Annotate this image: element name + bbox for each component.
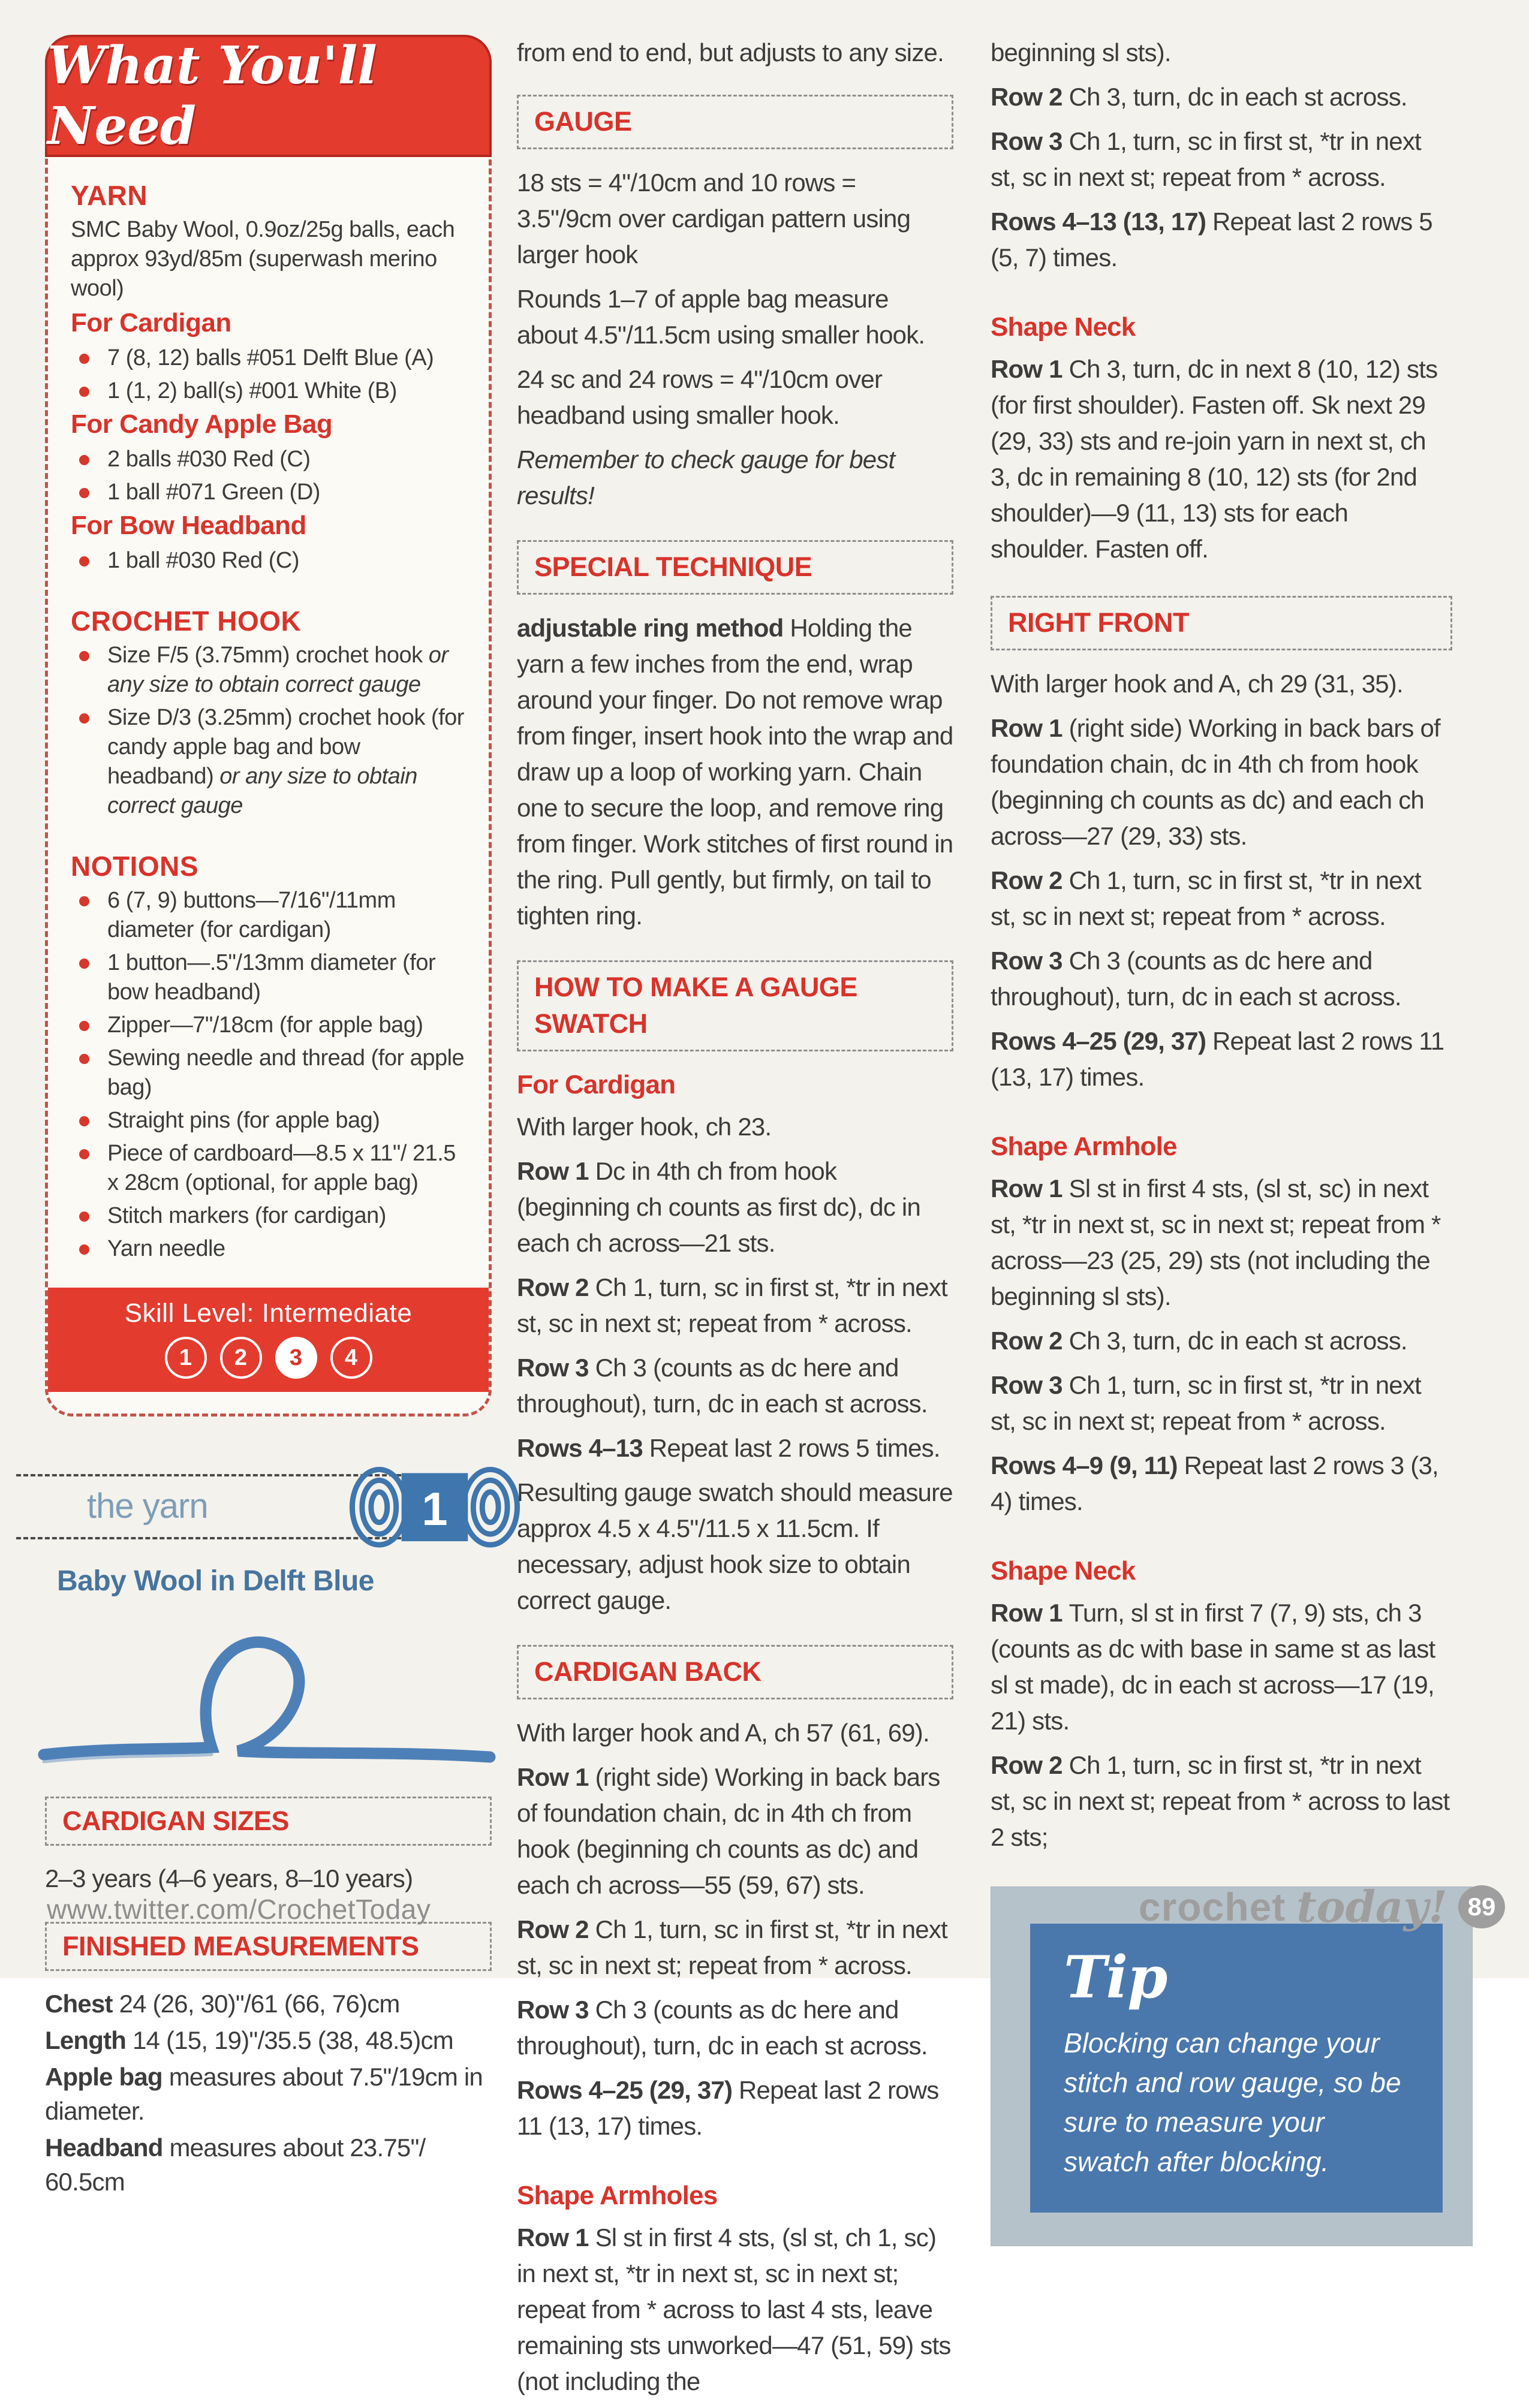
paragraph: Row 3 Ch 3 (counts as dc here and throughout), turn, dc in each st across. xyxy=(991,947,1401,1011)
yarn-skein-icon xyxy=(345,1460,525,1559)
right-column-text xyxy=(991,35,1452,1855)
paragraph: Row 3 Ch 1, turn, sc in first st, *tr in next st, sc in next st; repeat from * across. xyxy=(991,127,1421,191)
section-header-box xyxy=(45,1797,492,1846)
section-header-box xyxy=(517,540,953,595)
yarn-illustration xyxy=(39,1600,495,1786)
skill-levels xyxy=(48,1337,489,1379)
paragraph: Remember to check gauge for best results! xyxy=(517,445,895,510)
bullet-item: Stitch markers (for cardigan) xyxy=(71,1201,471,1231)
tip-box-inner xyxy=(1030,1924,1443,2213)
sub-heading: For Candy Apple Bag xyxy=(71,409,333,439)
skill-level-3-active: 3 xyxy=(275,1337,317,1379)
sub-heading: For Bow Headband xyxy=(71,511,306,540)
section-header-label: HOW TO MAKE A GAUGE SWATCH xyxy=(534,972,857,1039)
bullet-item: 1 button—.5"/13mm diameter (for bow headband) xyxy=(71,948,471,1007)
paragraph: 2–3 years (4–6 years, 8–10 years) xyxy=(45,1864,413,1892)
bullet-icon xyxy=(79,651,89,661)
yarn-caption: Baby Wool in Delft Blue xyxy=(57,1565,374,1597)
section-header-label: SPECIAL TECHNIQUE xyxy=(534,551,812,582)
sub-heading: For Cardigan xyxy=(517,1070,676,1099)
paragraph: 24 sc and 24 rows = 4"/10cm over headband using smaller hook. xyxy=(517,365,883,429)
bullet-item: Straight pins (for apple bag) xyxy=(71,1106,471,1135)
bullet-item: Sewing needle and thread (for apple bag) xyxy=(71,1044,471,1102)
section-heading: YARN xyxy=(71,180,148,211)
bullet-icon xyxy=(79,1149,89,1159)
skein-badge-number: 1 xyxy=(422,1484,448,1536)
section-header-box xyxy=(517,95,953,149)
bullet-icon xyxy=(79,1021,89,1031)
bullet-icon xyxy=(79,387,89,397)
paragraph: Rounds 1–7 of apple bag measure about 4.5"/11.5cm using smaller hook. xyxy=(517,285,925,349)
bullet-icon xyxy=(79,488,89,498)
section-heading: CROCHET HOOK xyxy=(71,605,302,637)
section-header-box xyxy=(517,1645,953,1699)
skill-level-2: 2 xyxy=(220,1337,262,1379)
magazine-brand xyxy=(1139,1881,1505,1932)
bullet-icon xyxy=(79,354,89,364)
bullet-icon xyxy=(79,713,89,724)
bullet-item: 6 (7, 9) buttons—7/16"/11mm diameter (for cardigan) xyxy=(71,886,471,945)
paragraph: Row 2 Ch 1, turn, sc in first st, *tr in next st, sc in next st; repeat from * across. xyxy=(517,1273,947,1337)
bullet-icon xyxy=(79,1244,89,1255)
section-header-label: RIGHT FRONT xyxy=(1008,607,1189,638)
paragraph: adjustable ring method Holding the yarn a few inches from the end, wrap around your finger. Do not remove wrap from finger, insert hook into the wrap and draw up a loop of working yarn. Chain one to secure the loop, and remove ring from finger. Work stitches of first round in the ring. Pull gently, but firmly, on tail to tighten ring. xyxy=(517,614,953,930)
card-title: What You'll Need xyxy=(47,35,377,156)
section-header-box xyxy=(45,1922,492,1971)
paragraph: Row 3 Ch 3 (counts as dc here and throughout), turn, dc in each st across. xyxy=(517,1354,928,1418)
finished-measurements-section xyxy=(45,1922,492,2199)
paragraph: Row 1 (right side) Working in back bars of foundation chain, dc in 4th ch from hook (beginning ch counts as dc) and each ch across—27 (29, 33) sts. xyxy=(991,714,1440,850)
page-number-badge: 89 xyxy=(1458,1885,1505,1928)
bullet-icon xyxy=(79,1054,89,1064)
paragraph: Row 2 Ch 1, turn, sc in first st, *tr in next st, sc in next st; repeat from * across. xyxy=(517,1915,947,1979)
middle-column xyxy=(517,35,953,2408)
section-header-label: CARDIGAN SIZES xyxy=(62,1806,290,1836)
section-header-label: CARDIGAN BACK xyxy=(534,1656,762,1687)
bullet-item: Piece of cardboard—8.5 x 11"/ 21.5 x 28cm (optional, for apple bag) xyxy=(71,1139,471,1198)
the-yarn-strip xyxy=(16,1474,448,1539)
paragraph: Headband measures about 23.75"/ 60.5cm xyxy=(45,2133,426,2196)
cardigan-sizes-section xyxy=(45,1797,492,1895)
bullet-item: 7 (8, 12) balls #051 Delft Blue (A) xyxy=(71,343,471,373)
bullet-icon xyxy=(79,1116,89,1126)
brand-name-script: today! xyxy=(1296,1881,1447,1932)
paragraph: Rows 4–13 Repeat last 2 rows 5 times. xyxy=(517,1434,940,1462)
card-banner xyxy=(45,35,492,157)
the-yarn-label: the yarn xyxy=(87,1487,208,1526)
paragraph: Resulting gauge swatch should measure approx 4.5 x 4.5"/11.5 x 11.5cm. If necessary, adjust hook size to obtain correct gauge. xyxy=(517,1478,953,1614)
bullet-item: 1 ball #030 Red (C) xyxy=(71,546,471,575)
sub-heading: Shape Armhole xyxy=(991,1132,1177,1161)
paragraph: With larger hook and A, ch 57 (61, 69). xyxy=(517,1719,929,1747)
paragraph: Row 2 Ch 3, turn, dc in each st across. xyxy=(991,1327,1407,1355)
sub-heading: Shape Armholes xyxy=(517,2181,718,2210)
paragraph: Rows 4–13 (13, 17) Repeat last 2 rows 5 (5, 7) times. xyxy=(991,207,1432,272)
bullet-item: 2 balls #030 Red (C) xyxy=(71,445,471,474)
section-heading: NOTIONS xyxy=(71,851,199,882)
paragraph: Row 1 Ch 3, turn, dc in next 8 (10, 12) sts (for first shoulder). Fasten off. Sk next 29 (29, 33) sts and re-join yarn in next st, ch 3, dc in remaining 8 (10, 12) sts (for 2nd shoulder)—9 (11, 13) sts for each shoulder. Fasten off. xyxy=(991,355,1438,563)
paragraph: Row 2 Ch 3, turn, dc in each st across. xyxy=(991,83,1407,111)
bullet-item: 1 (1, 2) ball(s) #001 White (B) xyxy=(71,376,471,406)
paragraph: Apple bag measures about 7.5"/19cm in diameter. xyxy=(45,2063,483,2125)
bullet-icon xyxy=(79,556,89,566)
bullet-icon xyxy=(79,959,89,969)
section-header-label: GAUGE xyxy=(534,106,632,137)
section-header-label: FINISHED MEASUREMENTS xyxy=(62,1931,419,1961)
section-header-box xyxy=(991,596,1452,650)
paragraph: Row 3 Ch 3 (counts as dc here and throughout), turn, dc in each st across. xyxy=(517,1996,928,2060)
sub-heading: Shape Neck xyxy=(991,1556,1136,1586)
paragraph: Rows 4–9 (9, 11) Repeat last 2 rows 3 (3, 4) times. xyxy=(991,1451,1438,1515)
tip-text: Blocking can change your stitch and row gauge, so be sure to measure your swatch after blocking. xyxy=(1064,2027,1401,2177)
paragraph: Row 2 Ch 1, turn, sc in first st, *tr in next st, sc in next st; repeat from * across. xyxy=(991,866,1421,930)
bullet-item: Zipper—7"/18cm (for apple bag) xyxy=(71,1011,471,1040)
paragraph: Length 14 (15, 19)"/35.5 (38, 48.5)cm xyxy=(45,2026,453,2054)
paragraph: Row 3 Ch 1, turn, sc in first st, *tr in next st, sc in next st; repeat from * across. xyxy=(991,1371,1421,1435)
paragraph: Row 1 Sl st in first 4 sts, (sl st, sc) in next st, *tr in next st, sc in next st; repeat from * across—23 (25, 29) sts (not including the beginning sl sts). xyxy=(991,1174,1441,1310)
paragraph: Row 1 Sl st in first 4 sts, (sl st, ch 1, sc) in next st, *tr in next st, sc in next st; repeat from * across to last 4 sts, leave remaining sts unworked—47 (51, 59) sts (not including the xyxy=(517,2223,951,2395)
paragraph: Row 1 Dc in 4th ch from hook (beginning ch counts as first dc), dc in each ch across—21 sts. xyxy=(517,1157,921,1257)
paragraph: With larger hook and A, ch 29 (31, 35). xyxy=(991,670,1403,698)
paragraph: Chest 24 (26, 30)"/61 (66, 76)cm xyxy=(45,1990,400,2018)
bullet-item: Size D/3 (3.25mm) crochet hook (for candy apple bag and bow headband) or any size to obtain correct gauge xyxy=(71,703,471,821)
paragraph: Row 1 (right side) Working in back bars of foundation chain, dc in 4th ch from hook (beginning ch counts as dc) and each ch across—55 (59, 67) sts. xyxy=(517,1763,940,1899)
paragraph: Rows 4–25 (29, 37) Repeat last 2 rows 11 (13, 17) times. xyxy=(991,1027,1444,1091)
bullet-item: 1 ball #071 Green (D) xyxy=(71,478,471,507)
paragraph: Row 1 Turn, sl st in first 7 (7, 9) sts, ch 3 (counts as dc with base in same st as last sl st made), dc in each st across—17 (19, 21) sts. xyxy=(991,1599,1435,1735)
bullet-icon xyxy=(79,1211,89,1222)
section-header-box xyxy=(517,960,953,1051)
what-youll-need-card xyxy=(45,35,492,1417)
skill-level-label: Skill Level: Intermediate xyxy=(124,1298,413,1328)
bullet-item: Size F/5 (3.75mm) crochet hook or any size to obtain correct gauge xyxy=(71,641,471,700)
brand-name-plain: crochet xyxy=(1138,1884,1286,1929)
paragraph: Row 2 Ch 1, turn, sc in first st, *tr in next st, sc in next st; repeat from * across to last 2 sts; xyxy=(991,1751,1450,1851)
skill-level-1: 1 xyxy=(165,1337,207,1379)
sub-heading: For Cardigan xyxy=(71,308,231,337)
paragraph: With larger hook, ch 23. xyxy=(517,1113,772,1141)
paragraph: beginning sl sts). xyxy=(991,38,1171,67)
bullet-icon xyxy=(79,896,89,906)
tip-box xyxy=(991,1886,1473,2246)
bullet-item: Yarn needle xyxy=(71,1234,471,1264)
paragraph: Rows 4–25 (29, 37) Repeat last 2 rows 11 (13, 17) times. xyxy=(517,2076,939,2140)
card-body xyxy=(48,157,489,1272)
sub-heading: Shape Neck xyxy=(991,312,1136,342)
skill-level-band xyxy=(48,1288,489,1392)
tip-title: Tip xyxy=(1064,1943,1167,2011)
twitter-url: www.twitter.com/CrochetToday xyxy=(47,1894,431,1925)
skill-level-4: 4 xyxy=(330,1337,372,1379)
left-column xyxy=(45,35,492,2201)
left-lower-section xyxy=(45,1797,492,2199)
paragraph: from end to end, but adjusts to any size. xyxy=(517,38,944,67)
bullet-icon xyxy=(79,455,89,465)
paragraph: 18 sts = 4"/10cm and 10 rows = 3.5"/9cm over cardigan pattern using larger hook xyxy=(517,168,911,269)
paragraph: SMC Baby Wool, 0.9oz/25g balls, each approx 93yd/85m (superwash merino wool) xyxy=(71,217,455,301)
